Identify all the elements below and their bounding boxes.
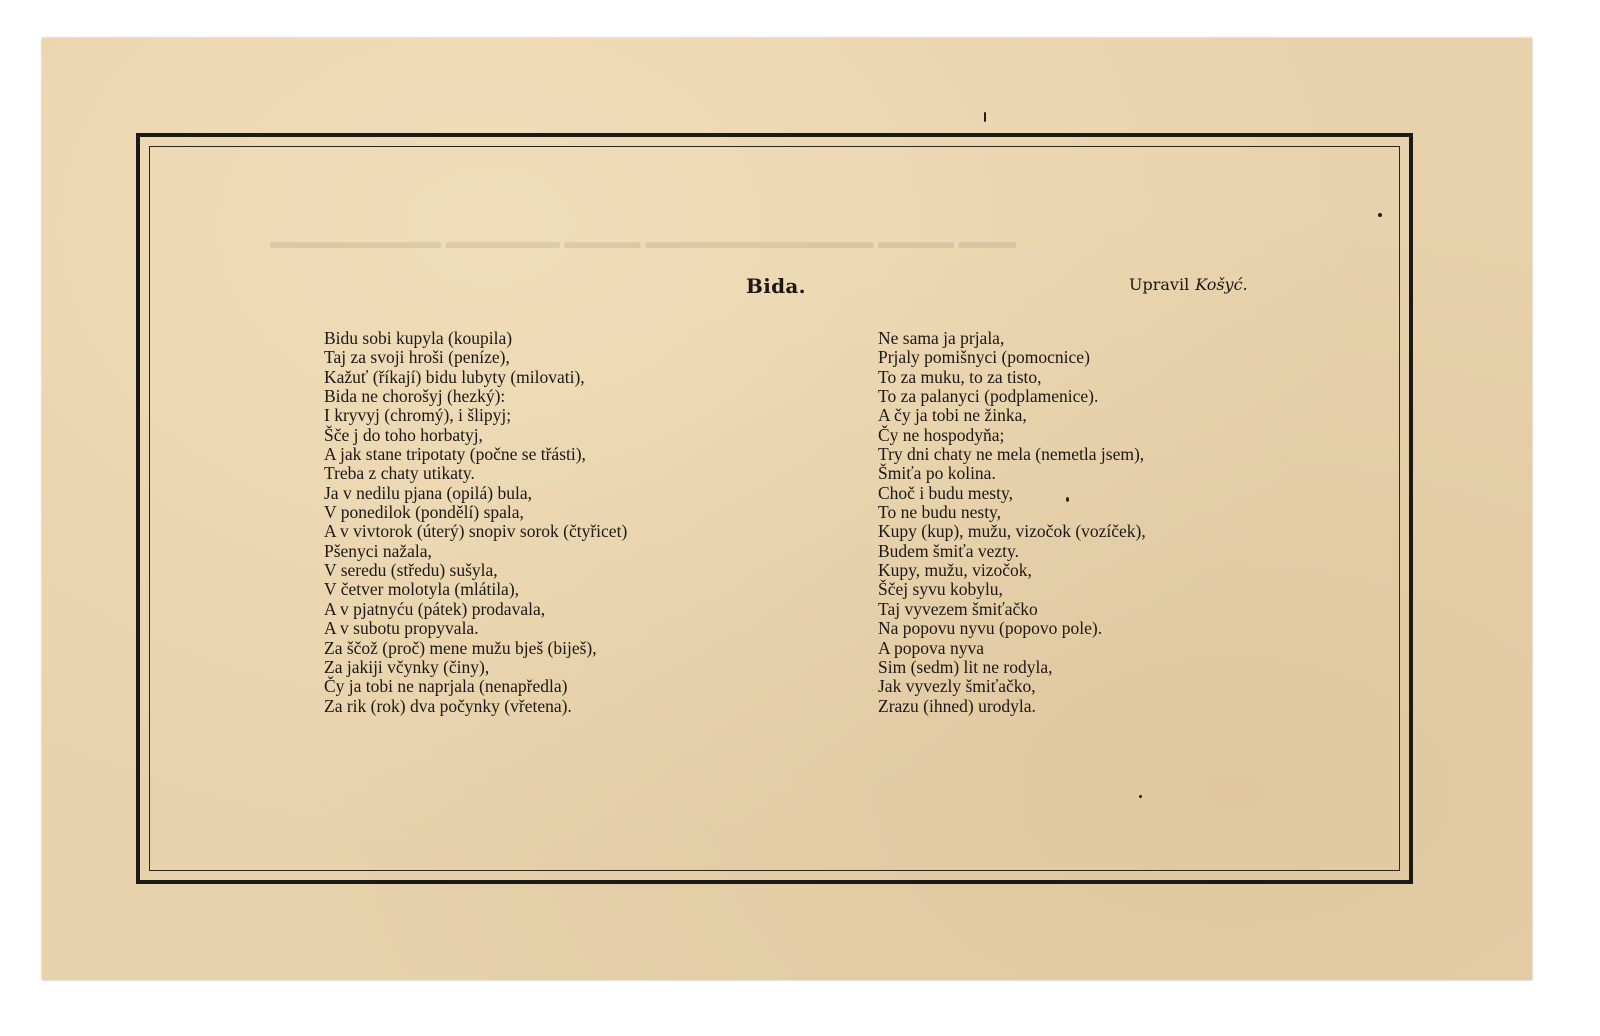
poem-line: A popova nyva	[878, 637, 984, 658]
ink-speck	[1139, 795, 1142, 798]
poem-line: Bidu sobi kupyla (koupila)	[324, 328, 513, 348]
poem-line: A jak stane tripotaty (počne se třásti),	[324, 444, 586, 465]
ink-speck	[1378, 213, 1382, 217]
poem-line: V seredu (středu) sušyla,	[324, 560, 498, 581]
poem-line: Jak vyvezly šmiťačko,	[878, 676, 1036, 697]
poem-line: Pšenyci nažala,	[324, 540, 432, 561]
poem-line: V ponedilok (pondělí) spala,	[324, 502, 524, 523]
poem-line: I kryvyj (chromý), i šlipyj;	[324, 405, 512, 426]
poem-title: Bida.	[746, 274, 806, 298]
poem-line: Čy ja tobi ne naprjala (nenapředla)	[324, 676, 568, 697]
poem-line: To ne budu nesty,	[878, 502, 1002, 523]
attribution-prefix: Upravil	[1129, 275, 1190, 294]
poem-line: Za jakiji včynky (činy),	[324, 656, 490, 677]
poem-line: Na popovu nyvu (popovo pole).	[878, 618, 1103, 639]
poem-line: Bida ne chorošyj (hezký):	[324, 386, 506, 407]
poem-column-right	[878, 329, 1146, 716]
poem-line: A čy ja tobi ne žinka,	[878, 405, 1027, 426]
poem-line: A v pjatnyću (pátek) prodavala,	[324, 598, 546, 619]
poem-line: Taj vyvezem šmiťačko	[878, 598, 1038, 619]
poem-line: Taj za svoji hroši (peníze),	[324, 347, 510, 368]
poem-line: Choč i budu mesty,	[878, 482, 1013, 503]
poem-line: Ja v nedilu pjana (opilá) bula,	[324, 482, 532, 503]
poem-line: To za muku, to za tisto,	[878, 366, 1042, 387]
poem-line: Budem šmiťa vezty.	[878, 540, 1019, 561]
poem-line: Čy ne hospodyňa;	[878, 424, 1005, 445]
poem-line: Kupy (kup), mužu, vizočok (vozíček),	[878, 521, 1146, 542]
poem-line: Šmiťa po kolina.	[878, 463, 996, 484]
poem-line: To za palanyci (podplamenice).	[878, 386, 1099, 407]
poem-column-left	[324, 329, 627, 716]
poem-line: Try dni chaty ne mela (nemetla jsem),	[878, 444, 1145, 465]
poem-line: Kažuť (říkají) bidu lubyty (milovati),	[324, 366, 585, 387]
ink-speck	[984, 112, 986, 122]
poem-line: A v subotu propyvala.	[324, 618, 479, 639]
bleed-through-texture: ▬▬▬ ▬▬▬▬ ▬▬▬▬▬▬▬▬▬▬▬▬ ▬▬▬▬ ▬▬▬▬▬▬ ▬▬▬▬▬▬▬▬▬	[270, 232, 1016, 253]
poem-line: Ščej syvu kobylu,	[878, 579, 1003, 600]
ink-speck	[1066, 497, 1069, 502]
author-name: Košyć.	[1195, 275, 1248, 294]
poem-line: Prjaly pomišnyci (pomocnice)	[878, 347, 1090, 368]
poem-line: Kupy, mužu, vizočok,	[878, 560, 1032, 581]
poem-line: Za ščož (proč) mene mužu bješ (biješ),	[324, 637, 597, 658]
poem-line: Za rik (rok) dva počynky (vřetena).	[324, 695, 572, 716]
poem-line: Zrazu (ihned) urodyla.	[878, 695, 1036, 716]
poem-line: V četver molotyla (mlátila),	[324, 579, 520, 600]
poem-line: Šče j do toho horbatyj,	[324, 424, 483, 445]
poem-line: Ne sama ja prjala,	[878, 328, 1005, 348]
poem-line: Sim (sedm) lit ne rodyla,	[878, 656, 1053, 677]
poem-line: Treba z chaty utikaty.	[324, 463, 475, 484]
poem-line: A v vivtorok (úterý) snopiv sorok (čtyřicet)	[324, 521, 628, 542]
poem-attribution	[1129, 275, 1248, 294]
